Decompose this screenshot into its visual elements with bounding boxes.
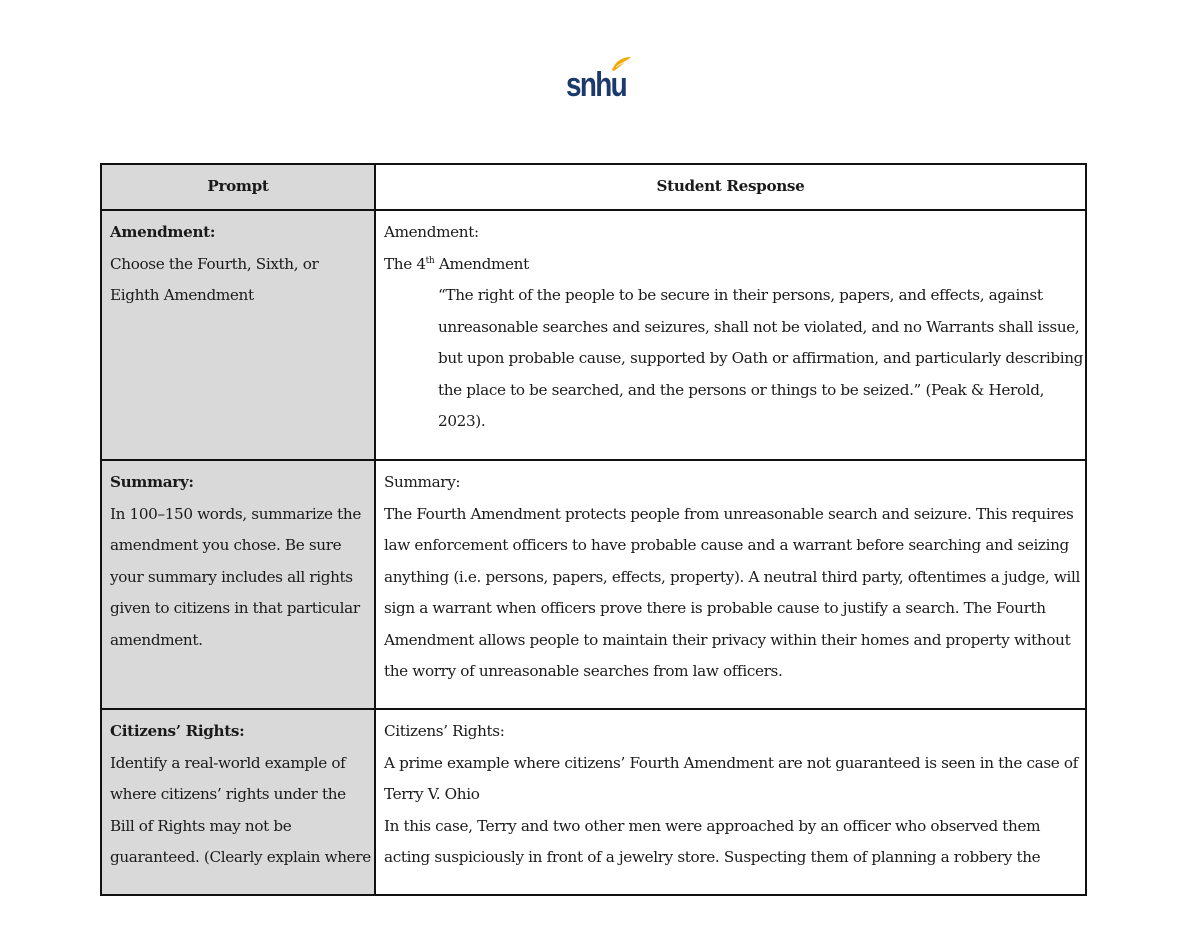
prompt-line: Identify a real-world example of bbox=[110, 753, 346, 772]
response-line: the worry of unreasonable searches from law officers. bbox=[384, 662, 783, 680]
quote-line: “The right of the people to be secure in their persons, papers, and effects, against bbox=[438, 286, 1043, 304]
prompt-line: guaranteed. (Clearly explain where bbox=[110, 848, 371, 866]
quote-line: the place to be searched, and the persons or things to be seized.” (Peak & Herold, bbox=[438, 380, 1045, 399]
response-line: Amendment allows people to maintain their privacy within their homes and property without bbox=[384, 630, 1071, 649]
prompt-title: Summary: bbox=[110, 473, 194, 491]
response-cell bbox=[375, 709, 1086, 895]
table-row bbox=[101, 460, 1086, 709]
prompt-column-header: Prompt bbox=[101, 164, 375, 210]
response-column-header: Student Response bbox=[375, 164, 1086, 210]
prompt-cell bbox=[101, 210, 375, 460]
response-label: Citizens’ Rights: bbox=[384, 722, 505, 740]
response-label: Amendment: bbox=[384, 223, 479, 241]
response-line: anything (i.e. persons, papers, effects, property). A neutral third party, oftentimes a judge, will bbox=[384, 567, 1081, 586]
prompt-line: your summary includes all rights bbox=[110, 567, 353, 586]
response-line: sign a warrant when officers prove there is probable cause to justify a search. The Fourth bbox=[384, 599, 1046, 617]
response-line: In this case, Terry and two other men were approached by an officer who observed them bbox=[384, 816, 1041, 835]
response-line: acting suspiciously in front of a jewelry store. Suspecting them of planning a robbery the bbox=[384, 848, 1041, 866]
table-header-row bbox=[101, 164, 1086, 210]
response-line: The Fourth Amendment protects people from unreasonable search and seizure. This requires bbox=[384, 504, 1074, 523]
quote-line: but upon probable cause, supported by Oath or affirmation, and particularly describing bbox=[438, 349, 1084, 367]
response-line: Terry V. Ohio bbox=[384, 785, 480, 803]
prompt-cell bbox=[101, 709, 375, 895]
snhu-logo bbox=[566, 56, 630, 102]
response-label: Summary: bbox=[384, 473, 461, 491]
quote-line: 2023). bbox=[438, 412, 486, 430]
prompt-line: Choose the Fourth, Sixth, or bbox=[110, 254, 319, 273]
logo-wordmark: snhu bbox=[566, 66, 627, 104]
response-cell bbox=[375, 460, 1086, 709]
prompt-response-table bbox=[100, 163, 1087, 896]
response-line: A prime example where citizens’ Fourth Amendment are not guaranteed is seen in the case of bbox=[384, 753, 1078, 772]
prompt-line: Eighth Amendment bbox=[110, 286, 254, 304]
response-cell bbox=[375, 210, 1086, 460]
prompt-line: amendment you chose. Be sure bbox=[110, 536, 342, 554]
quote-line: unreasonable searches and seizures, shall not be violated, and no Warrants shall issue, bbox=[438, 317, 1080, 336]
table-row bbox=[101, 709, 1086, 895]
amendment-name: The 4th Amendment bbox=[384, 254, 529, 273]
prompt-line: amendment. bbox=[110, 630, 203, 649]
table-row bbox=[101, 210, 1086, 460]
prompt-title: Citizens’ Rights: bbox=[110, 722, 245, 740]
prompt-line: given to citizens in that particular bbox=[110, 599, 360, 617]
prompt-line: In 100–150 words, summarize the bbox=[110, 504, 361, 523]
prompt-line: Bill of Rights may not be bbox=[110, 816, 292, 835]
prompt-title: Amendment: bbox=[110, 223, 216, 241]
prompt-line: where citizens’ rights under the bbox=[110, 785, 346, 803]
prompt-cell bbox=[101, 460, 375, 709]
response-line: law enforcement officers to have probable cause and a warrant before searching and seizing bbox=[384, 536, 1069, 554]
